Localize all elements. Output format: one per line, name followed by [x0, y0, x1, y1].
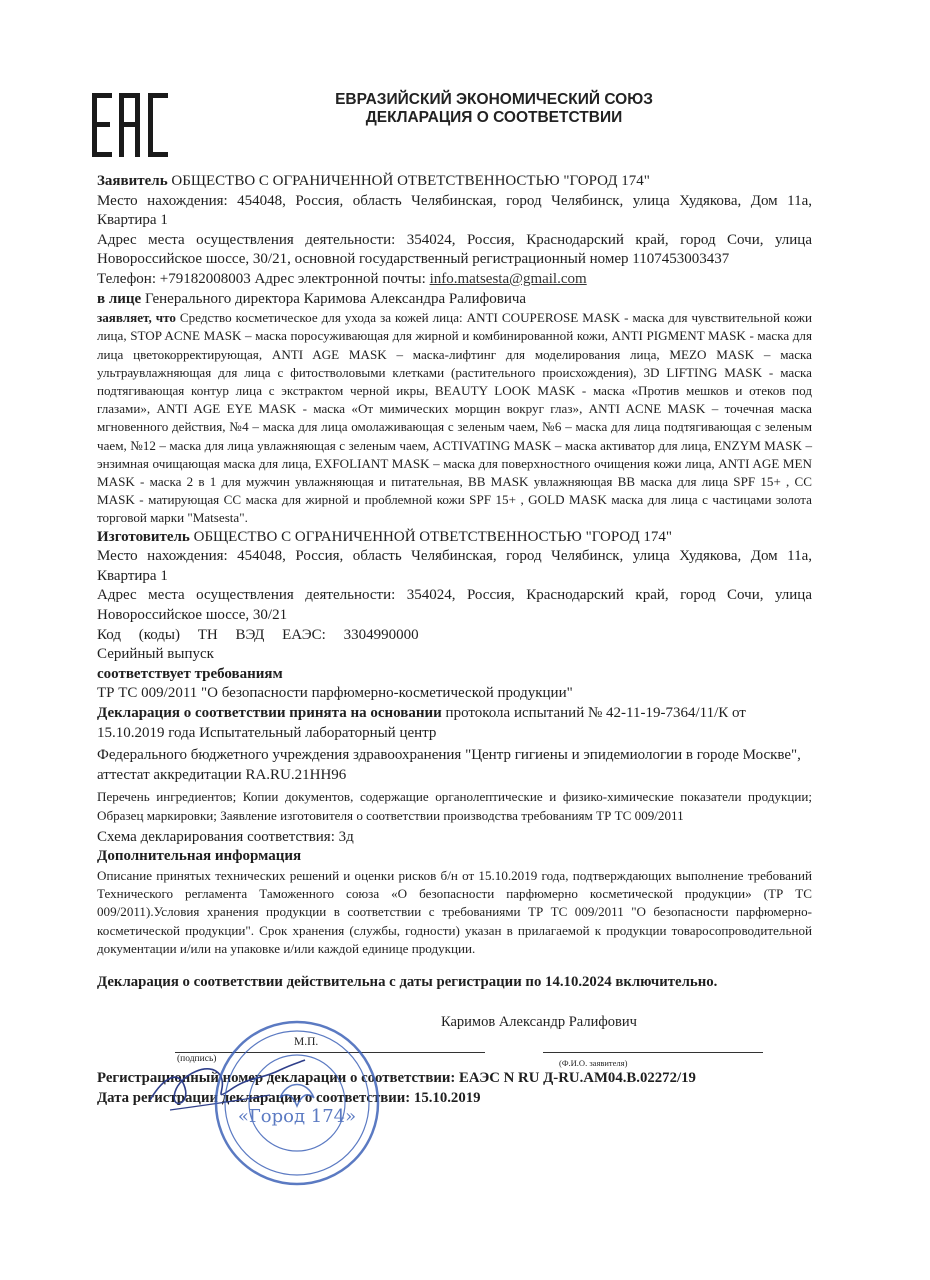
additional-text: Описание принятых технических решений и оценки рисков б/н от 15.10.2019 года, подтверждающих выполнение требований Технического регламента Таможенного союза «О безопасности парфюмерно косметической продукции» (ТР ТС 009/2011).Условия хранения продукции в соответствии с требованиями ТР ТС 009/2011 "О безопасности парфюмерно-косметической продукции". Срок хранения (службы, годности) указан в прилагаемой к продукции товаросопроводительной документации и/или на упаковке и/или каждой единице продукции. [97, 867, 812, 956]
fio-line [543, 1052, 763, 1053]
conforms-text: ТР ТС 009/2011 "О безопасности парфюмерно-косметической продукции" [97, 685, 573, 702]
signer-name: Каримов Александр Ралифович [441, 1013, 637, 1030]
applicant-email-link[interactable]: info.matsesta@gmail.com [429, 270, 587, 287]
basis-label: Декларация о соответствии принята на основании [97, 704, 442, 721]
applicant-person [97, 290, 812, 310]
validity-line: Декларация о соответствии действительна с даты регистрации по 14.10.2024 включительно. [97, 973, 718, 990]
conforms-label: соответствует требованиям [97, 665, 283, 682]
applicant-contacts [97, 270, 812, 290]
applicant-location: Место нахождения: 454048, Россия, область Челябинская, город Челябинск, улица Худякова, Дом 11а, Квартира 1 [97, 192, 812, 229]
serial-release: Серийный выпуск [97, 646, 214, 663]
manufacturer-line [97, 528, 812, 548]
basis-line [97, 704, 812, 743]
declares-text: Средство косметическое для ухода за кожей лица: ANTI COUPEROSE MASK - маска для чувствительной кожи лица, STOP ACNE MASK – маска поросуживающая для жирной и комбинированной кожи, ANTI PIGMENT MASK - маска для лица цветокорректирующая, ANTI AGE MASK – маска-лифтинг для моделирования лица, MEZO MASK – маска ультраувлажняющая для лица с фитостволовыми клетками (растительного происхождения), 3D LIFTING MASK - маска подтягивающая контур лица с экстрактом черной икры, BEAUTY LOOK MASK - маска «Против мешков и отеков под глазами», ANTI AGE EYE MASK - маска «От мимических морщин вокруг глаз», ANTI ACNE MASK – точечная маска мгновенного действия, №4 – маска для лица омолаживающая с зеленым чаем, №6 – маска для лица подтягивающая с зеленым чаем, №12 – маска для лица увлажняющая с зеленым чаем, ACTIVATING MASK – маска активатор для лица, ENZYM MASK – энзимная очищающая маска для лица, EXFOLIANT MASK – маска для поверхностного очищения кожи лица, ANTI AGE MEN MASK - маска 2 в 1 для мужчин увлажняющая и питательная, BB MASK увлажняющая BB маска для лица SPF 15+ , CC MASK - матирующая CC маска для жирной и проблемной кожи SPF 15+ , GOLD MASK маска для лица с частицами золота торговой марки "Matsesta". [97, 310, 812, 526]
manufacturer-location: Место нахождения: 454048, Россия, область Челябинская, город Челябинск, улица Худякова, Дом 11а, Квартира 1 [97, 548, 812, 584]
seal-place-label: М.П. [294, 1035, 319, 1048]
header-title: ДЕКЛАРАЦИЯ О СООТВЕТСТВИИ [365, 109, 623, 126]
additional-label: Дополнительная информация [97, 848, 302, 865]
registration-number: Регистрационный номер декларации о соответствии: ЕАЭС N RU Д-RU.АМ04.В.02272/19 [97, 1069, 696, 1086]
scheme-line: Схема декларирования соответствия: 3д [97, 828, 354, 845]
basis-docs: Перечень ингредиентов; Копии документов, содержащие органолептические и физико-химические показатели продукции; Образец маркировки; Заявление изготовителя о соответствии производства требованиям ТР ТС 009/2011 [97, 789, 812, 823]
manufacturer-activity: Адрес места осуществления деятельности: 354024, Россия, Краснодарский край, город Сочи, улица Новороссийское шоссе, 30/21 [97, 587, 812, 623]
eac-logo [92, 93, 170, 157]
basis-text: протокола испытаний № 42-11-19-7364/11/К от 15.10.2019 года Испытательный лабораторный центр [97, 704, 746, 741]
basis-lab: Федерального бюджетного учреждения здравоохранения "Центр гигиены и эпидемиологии в городе Москве", аттестат аккредитации RA.RU.21HH96 [97, 747, 801, 783]
applicant-phone: Телефон: +79182008003 Адрес электронной почты: [97, 270, 430, 287]
declares-paragraph [97, 309, 812, 527]
declares-label: заявляет, что [97, 310, 176, 326]
applicant-line [97, 172, 812, 192]
manufacturer-label: Изготовитель [97, 528, 190, 545]
applicant-label: Заявитель [97, 173, 168, 189]
document-header [318, 91, 670, 127]
manufacturer-name: ОБЩЕСТВО С ОГРАНИЧЕННОЙ ОТВЕТСТВЕННОСТЬЮ "ГОРОД 174" [189, 528, 673, 545]
header-union: ЕВРАЗИЙСКИЙ ЭКОНОМИЧЕСКИЙ СОЮЗ [335, 91, 653, 108]
signature-caption: (подпись) [177, 1053, 217, 1064]
tnved-code: Код (коды) ТН ВЭД ЕАЭС: 3304990000 [97, 626, 419, 643]
fio-caption: (Ф.И.О. заявителя) [559, 1057, 628, 1068]
declaration-body [97, 172, 812, 1109]
stamp-brand: «Город 174» [237, 1106, 357, 1127]
company-seal-stamp [212, 1018, 382, 1188]
person-name: Генерального директора Каримова Александра Ралифовича [141, 290, 527, 307]
applicant-name: ОБЩЕСТВО С ОГРАНИЧЕННОЙ ОТВЕТСТВЕННОСТЬЮ "ГОРОД 174" [167, 173, 650, 189]
registration-date: Дата регистрации декларации о соответствии: 15.10.2019 [97, 1090, 481, 1107]
applicant-activity: Адрес места осуществления деятельности: 354024, Россия, Краснодарский край, город Сочи, улица Новороссийское шоссе, 30/21, основной государственный регистрационный номер 1107453003437 [97, 231, 812, 268]
person-label: в лице [97, 290, 142, 307]
